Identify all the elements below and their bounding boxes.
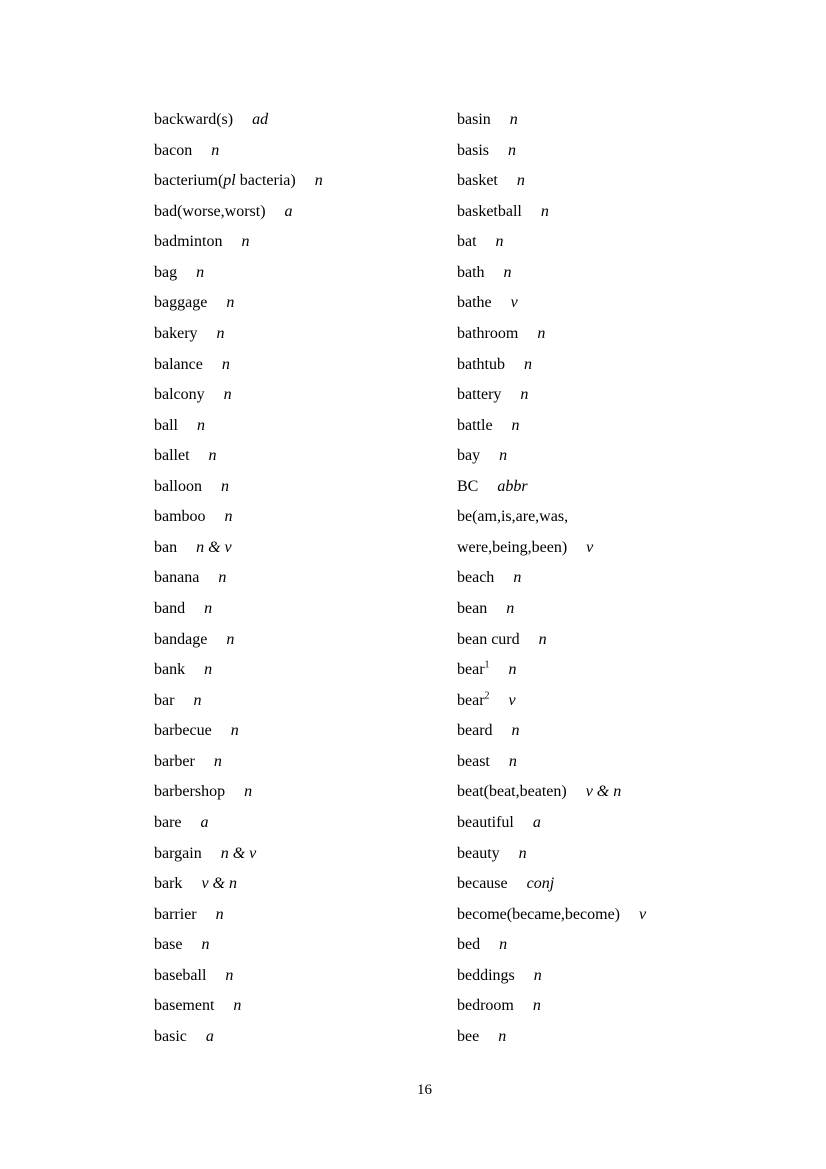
word-entry (154, 319, 323, 350)
entry-pos: n (503, 263, 512, 281)
entry-word: banana (154, 569, 200, 587)
entry-pos: n (241, 233, 250, 251)
word-entry (154, 197, 323, 228)
entry-pos: n (511, 722, 520, 740)
entry-superscript: 2 (484, 690, 490, 702)
entry-pos: n (204, 600, 213, 617)
word-entry (457, 747, 646, 778)
entry-word: bacon (154, 141, 193, 159)
word-list-column-left (154, 105, 323, 1052)
word-entry (154, 716, 323, 747)
entry-pos: a (532, 813, 541, 831)
entry-word: bath (457, 263, 485, 281)
entry-pos: n (520, 386, 529, 404)
entry-word: bag (154, 263, 178, 281)
entry-pos: n (506, 600, 515, 617)
entry-word: beauty (457, 844, 500, 862)
word-entry (457, 350, 646, 381)
entry-pos: n (498, 1027, 507, 1045)
word-entry (154, 777, 323, 808)
word-entry (457, 441, 646, 472)
entry-word: BC (457, 477, 479, 495)
entry-word: beautiful (457, 813, 514, 831)
entry-pos: abbr (497, 477, 528, 495)
word-entry (154, 227, 323, 258)
entry-pos: n (225, 966, 234, 984)
word-entry (457, 961, 646, 992)
entry-pos: n (193, 691, 202, 709)
word-entry (154, 1022, 323, 1053)
entry-pos: n (196, 263, 205, 281)
word-entry (457, 1022, 646, 1053)
entry-pos: n (508, 141, 516, 159)
word-entry (154, 930, 323, 961)
entry-pos: n & v (220, 844, 257, 862)
entry-word: bathroom (457, 324, 519, 342)
entry-pos: n (197, 416, 205, 434)
entry-word: bacterium(pl bacteria) (154, 172, 296, 190)
entry-word: bedroom (457, 997, 514, 1015)
entry-word: bar (154, 691, 175, 709)
entry-word: bed (457, 936, 481, 954)
word-entry (154, 105, 323, 136)
entry-word: bat (457, 233, 477, 251)
word-entry (154, 136, 323, 167)
entry-pos: n (244, 783, 253, 801)
entry-word: balcony (154, 386, 205, 404)
word-entry (457, 900, 646, 931)
word-entry (457, 869, 646, 900)
entry-word: basement (154, 997, 215, 1015)
entry-word: baggage (154, 294, 208, 312)
word-entry (154, 991, 323, 1022)
word-entry (154, 594, 323, 625)
entry-word: balance (154, 355, 203, 373)
entry-pos: n (226, 294, 235, 312)
entry-pos: n (508, 661, 517, 679)
word-entry (457, 930, 646, 961)
entry-word: bay (457, 447, 481, 465)
word-list-column-right (457, 105, 646, 1052)
entry-pos: n (233, 997, 242, 1015)
entry-pos: n (213, 752, 222, 770)
entry-pos: n (230, 722, 239, 740)
entry-pos: n (516, 172, 525, 190)
entry-word: basis (457, 141, 489, 159)
entry-word: basic (154, 1027, 187, 1045)
entry-pos: n (499, 447, 508, 465)
entry-word: ban (154, 538, 178, 556)
word-entry (457, 625, 646, 656)
entry-word: basketball (457, 202, 522, 220)
entry-pos: n (218, 569, 227, 587)
entry-word: balloon (154, 477, 202, 495)
word-entry (457, 136, 646, 167)
word-entry (457, 563, 646, 594)
word-entry (457, 502, 646, 533)
word-entry (457, 686, 646, 717)
entry-pos: n (208, 447, 217, 465)
entry-pos: a (205, 1027, 214, 1045)
word-entry (154, 258, 323, 289)
word-entry (457, 105, 646, 136)
entry-pos: v (508, 691, 516, 709)
word-entry (154, 166, 323, 197)
entry-word: bear (457, 661, 485, 679)
entry-pos: n (508, 752, 517, 770)
entry-word: battle (457, 416, 493, 434)
entry-word: bad(worse,worst) (154, 202, 266, 220)
entry-pos: n (223, 386, 232, 404)
word-entry (154, 411, 323, 442)
entry-word: bee (457, 1027, 480, 1045)
entry-word: barbecue (154, 722, 212, 740)
entry-pos: n (533, 966, 542, 984)
entry-word: bathtub (457, 355, 505, 373)
word-entry (154, 961, 323, 992)
entry-pos: n (538, 630, 547, 648)
entry-word: become(became,become) (457, 905, 621, 923)
word-entry (457, 991, 646, 1022)
entry-word: bamboo (154, 508, 206, 526)
word-entry (457, 808, 646, 839)
word-entry (457, 839, 646, 870)
entry-pos: n (499, 936, 508, 954)
word-entry (457, 197, 646, 228)
entry-word: bargain (154, 844, 202, 862)
entry-superscript: 1 (484, 659, 490, 671)
entry-word: bean curd (457, 630, 520, 648)
entry-word: bark (154, 875, 183, 893)
entry-word: barrier (154, 905, 197, 923)
entry-pos: n (221, 355, 230, 373)
entry-word: badminton (154, 233, 223, 251)
entry-word: barber (154, 752, 195, 770)
word-entry (457, 166, 646, 197)
word-entry (457, 594, 646, 625)
entry-word: bare (154, 813, 182, 831)
entry-pos: n (204, 661, 213, 679)
word-entry (457, 716, 646, 747)
word-entry (154, 839, 323, 870)
entry-word: were,being,been) (457, 538, 568, 556)
entry-word: basin (457, 111, 491, 128)
entry-word: ball (154, 416, 178, 434)
word-entry (457, 411, 646, 442)
entry-word: bakery (154, 324, 198, 342)
entry-word: beard (457, 722, 493, 740)
word-entry (154, 502, 323, 533)
entry-pos: n (540, 202, 549, 220)
word-entry (154, 288, 323, 319)
word-entry (457, 472, 646, 503)
word-entry (457, 533, 646, 564)
entry-pos: v & n (201, 875, 237, 893)
entry-pos: n & v (196, 538, 232, 556)
entry-pos: n (314, 172, 323, 190)
word-entry (154, 808, 323, 839)
entry-word: band (154, 600, 186, 617)
entry-word: barbershop (154, 783, 226, 801)
entry-word: be(am,is,are,was, (457, 508, 569, 526)
page-number: 16 (417, 1082, 432, 1098)
entry-pos: v (639, 905, 647, 923)
entry-pos: n (211, 141, 220, 159)
word-entry (457, 258, 646, 289)
entry-pos: n (509, 111, 518, 128)
word-entry (457, 288, 646, 319)
word-entry (154, 625, 323, 656)
word-entry (154, 533, 323, 564)
entry-word: beat(beat,beaten) (457, 783, 567, 801)
entry-pos: n (224, 508, 233, 526)
entry-word: battery (457, 386, 502, 404)
word-entry (457, 227, 646, 258)
entry-pos: n (524, 355, 532, 373)
entry-pos: a (200, 813, 209, 831)
word-entry (457, 380, 646, 411)
word-entry (154, 441, 323, 472)
entry-pos: v & n (585, 783, 622, 801)
word-entry (457, 319, 646, 350)
word-entry (154, 380, 323, 411)
word-entry (154, 686, 323, 717)
entry-word: beach (457, 569, 495, 587)
entry-pos: n (495, 233, 504, 251)
entry-word: because (457, 875, 508, 893)
entry-pos: n (518, 844, 527, 862)
entry-word: basket (457, 172, 498, 190)
entry-word: beast (457, 752, 490, 770)
entry-pos: n (226, 630, 235, 648)
entry-pos: n (511, 416, 520, 434)
word-entry (457, 777, 646, 808)
entry-word: base (154, 936, 183, 954)
entry-pos: n (513, 569, 522, 587)
entry-pos: n (215, 905, 224, 923)
word-entry (457, 655, 646, 686)
word-entry (154, 869, 323, 900)
entry-pos: v (586, 538, 594, 556)
word-entry (154, 900, 323, 931)
word-entry (154, 472, 323, 503)
word-entry (154, 655, 323, 686)
word-entry (154, 747, 323, 778)
entry-word: bandage (154, 630, 208, 648)
entry-pos: n (532, 997, 541, 1015)
entry-pos: a (284, 202, 293, 220)
entry-word: ballet (154, 447, 190, 465)
entry-word: bean (457, 600, 488, 617)
entry-pos: conj (526, 875, 555, 893)
entry-word: backward(s) (154, 111, 234, 128)
entry-pos: n (201, 936, 210, 954)
entry-word: bathe (457, 294, 492, 312)
entry-pos: n (537, 324, 546, 342)
entry-word: baseball (154, 966, 207, 984)
word-entry (154, 563, 323, 594)
entry-pos: n (216, 324, 225, 342)
entry-pos: ad (252, 111, 269, 128)
word-entry (154, 350, 323, 381)
entry-pos: n (221, 477, 229, 495)
entry-pos: v (510, 294, 518, 312)
entry-word: bear (457, 691, 485, 709)
entry-word: bank (154, 661, 186, 679)
entry-word: beddings (457, 966, 515, 984)
